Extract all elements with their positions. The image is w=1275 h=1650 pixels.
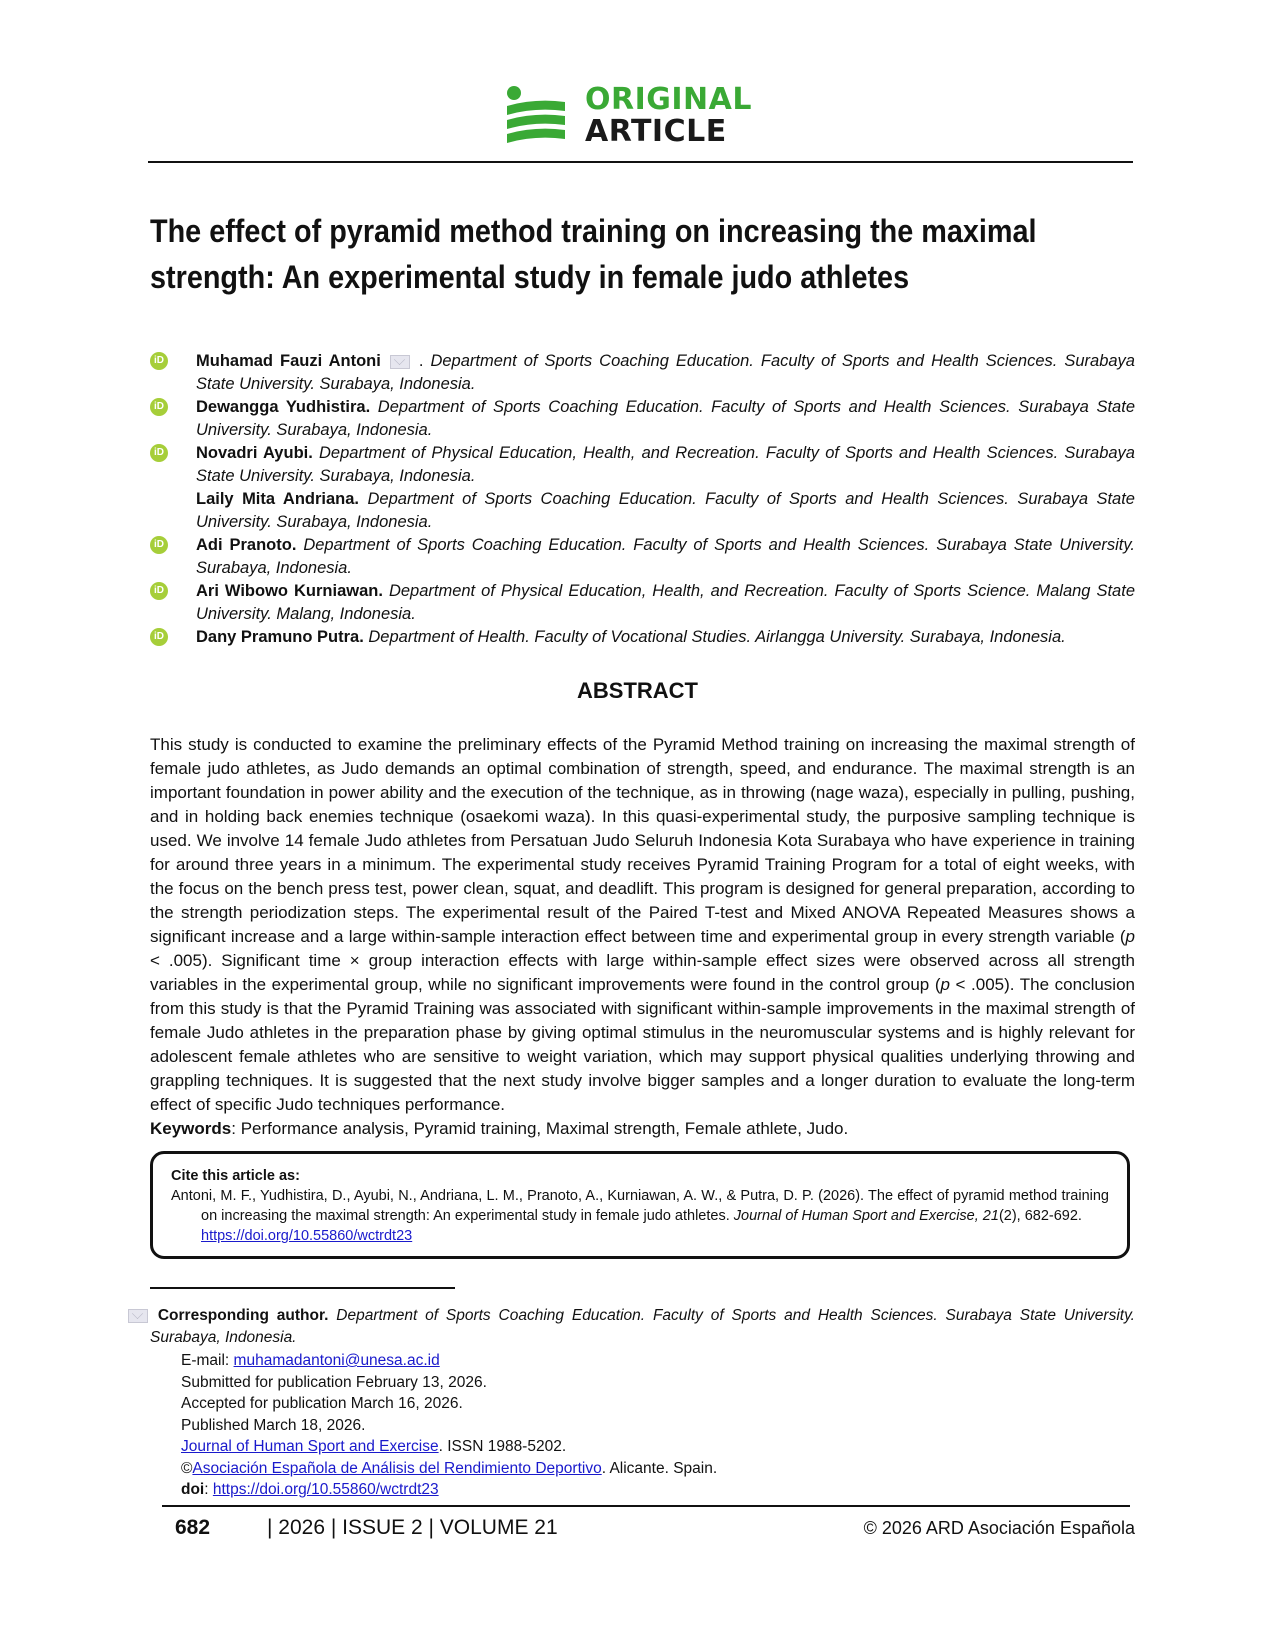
p-symbol: p xyxy=(1125,927,1135,946)
p-symbol: p xyxy=(940,975,950,994)
author-affiliation: Department of Physical Education, Health, and Recreation. Faculty of Sports and Health Sciences. Surabaya State University. Surabaya, Indonesia. xyxy=(196,444,1135,485)
envelope-icon xyxy=(128,1309,148,1323)
email-link[interactable]: muhamadantoni@unesa.ac.id xyxy=(233,1352,440,1369)
keywords-list: : Performance analysis, Pyramid training, Maximal strength, Female athlete, Judo. xyxy=(231,1119,849,1138)
orcid-icon[interactable]: iD xyxy=(150,398,168,416)
author-affiliation: Department of Sports Coaching Education. Faculty of Sports and Health Sciences. Surabaya State University. Surabaya, Indonesia. xyxy=(196,398,1135,439)
citation-reference: Antoni, M. F., Yudhistira, D., Ayubi, N., Andriana, L. M., Pranoto, A., Kurniawan, A. W., & Putra, D. P. (2026). The effect of pyramid method training on increasing the maximal strength: An experimental study in female judo athletes. xyxy=(171,1188,1109,1224)
accepted-date: Accepted for publication March 16, 2026. xyxy=(181,1395,463,1412)
corresponding-author xyxy=(150,1305,1135,1349)
citation-doi-link[interactable]: https://doi.org/10.55860/wctrdt23 xyxy=(201,1228,413,1244)
author-entry: iD Muhamad Fauzi Antoni . Department of Sports Coaching Education. Faculty of Sports and Health Sciences. Surabaya State University. Surabaya, Indonesia. xyxy=(150,350,1135,396)
citation-box xyxy=(150,1151,1130,1259)
publication-meta xyxy=(181,1350,1131,1501)
doi-line xyxy=(181,1479,1131,1501)
issue-info: | 2026 | ISSUE 2 | VOLUME 21 xyxy=(267,1516,558,1539)
doi-label: doi xyxy=(181,1481,205,1498)
orcid-icon[interactable]: iD xyxy=(150,352,168,370)
author-affiliation: Department of Sports Coaching Education. Faculty of Sports and Health Sciences. Surabaya State University. Surabaya, Indonesia. xyxy=(196,536,1135,577)
logo-line1: ORIGINAL xyxy=(585,82,752,117)
abstract-text: < .005). Significant time × group interaction effects with large within-sample effect sizes were observed across all strength variables in the experimental group, while no significant improvements were found in the control group ( xyxy=(150,951,1135,994)
page-footer xyxy=(175,1516,1135,1546)
article-title: The effect of pyramid method training on increasing the maximal strength: An experimental study in female judo athletes xyxy=(150,213,1037,295)
author-name: Novadri Ayubi. xyxy=(196,444,313,462)
envelope-icon[interactable] xyxy=(390,355,410,369)
journal-link[interactable]: Journal of Human Sport and Exercise xyxy=(181,1438,439,1455)
author-name: Dewangga Yudhistira. xyxy=(196,398,371,416)
author-name: Laily Mita Andriana. xyxy=(196,490,360,508)
author-name: Muhamad Fauzi Antoni xyxy=(196,352,381,370)
keywords xyxy=(150,1117,1135,1141)
orcid-icon[interactable]: iD xyxy=(150,444,168,462)
submitted-date: Submitted for publication February 13, 2026. xyxy=(181,1373,487,1391)
author-entry xyxy=(150,626,1135,649)
orcid-icon[interactable]: iD xyxy=(150,536,168,554)
author-affiliation: Department of Physical Education, Health, and Recreation. Faculty of Sports Science. Malang State University. Malang, Indonesia. xyxy=(196,582,1135,623)
author-name: Adi Pranoto. xyxy=(196,536,297,554)
abstract-text: < .005). The conclusion from this study is that the Pyramid Training was associated with significant within-sample improvements in the maximal strength of female Judo athletes in the preparation phase by giving optimal stimulus in the neuromuscular systems and is highly relevant for adolescent female athletes who are sensitive to weight variation, which may support physical qualities underlying throwing and grappling techniques. It is suggested that the next study involve bigger samples and a longer duration to evaluate the long-term effect of specific Judo techniques performance. xyxy=(150,975,1135,1114)
logo-stripes-icon xyxy=(505,84,567,150)
original-article-logo xyxy=(505,84,785,150)
doi-link[interactable]: https://doi.org/10.55860/wctrdt23 xyxy=(212,1481,439,1498)
author-affiliation: Department of Sports Coaching Education. Faculty of Sports and Health Sciences. Surabaya State University. Surabaya, Indonesia. xyxy=(196,490,1135,531)
author-entry xyxy=(150,396,1135,442)
email-label: E-mail: xyxy=(181,1352,234,1369)
author-name: Ari Wibowo Kurniawan. xyxy=(196,582,383,600)
orcid-icon[interactable]: iD xyxy=(150,582,168,600)
journal-line xyxy=(181,1436,1131,1458)
citation-text xyxy=(171,1186,1109,1246)
citation-heading: Cite this article as: xyxy=(171,1168,300,1184)
footer-divider xyxy=(162,1505,1130,1507)
email-line xyxy=(181,1350,1131,1372)
page-number: 682 xyxy=(175,1516,211,1539)
footer-copyright: © 2026 ARD Asociación Española xyxy=(863,1518,1135,1538)
corresponding-affiliation: Department of Sports Coaching Education. Faculty of Sports and Health Sciences. Surabaya State University. Surabaya, Indonesia. xyxy=(150,1307,1135,1346)
author-affiliation: Department of Sports Coaching Education. Faculty of Sports and Health Sciences. Surabaya State University. Surabaya, Indonesia. xyxy=(196,352,1135,393)
logo-line2: ARTICLE xyxy=(585,114,727,149)
author-entry xyxy=(150,534,1135,580)
author-affiliation: Department of Health. Faculty of Vocational Studies. Airlangga University. Surabaya, Indonesia. xyxy=(368,628,1066,646)
copyright-symbol: © xyxy=(181,1459,193,1477)
location: . Alicante. Spain. xyxy=(601,1459,718,1477)
orcid-icon[interactable]: iD xyxy=(150,628,168,646)
author-list xyxy=(150,350,1135,649)
keywords-label: Keywords xyxy=(150,1119,232,1138)
author-entry xyxy=(150,442,1135,488)
abstract-text: This study is conducted to examine the preliminary effects of the Pyramid Method training on increasing the maximal strength of female judo athletes, as Judo demands an optimal combination of strength, speed, and endurance. The maximal strength is an important foundation in power ability and the execution of the technique, as in throwing (nage waza), especially in pulling, pushing, and in holding back enemies technique (osaekomi waza). In this quasi-experimental study, the purposive sampling technique is used. We involve 14 female Judo athletes from Persatuan Judo Seluruh Indonesia Kota Surabaya who have experience in training for around three years in a minimum. The experimental study receives Pyramid Training Program for a total of eight weeks, with the focus on the bench press test, power clean, squat, and deadlift. This program is designed for general preparation, according to the strength periodization steps. The experimental result of the Paired T-test and Mixed ANOVA Repeated Measures shows a significant increase and a large within-sample interaction effect between time and experimental group in every strength variable ( xyxy=(150,735,1135,946)
author-name: Dany Pramuno Putra. xyxy=(196,628,364,646)
published-date: Published March 18, 2026. xyxy=(181,1416,366,1434)
doi-sep: : xyxy=(204,1481,213,1498)
abstract-heading: ABSTRACT xyxy=(577,678,698,703)
citation-issue-pages: (2), 682-692. xyxy=(998,1208,1082,1224)
copyright-line xyxy=(181,1458,1131,1480)
corresponding-label: Corresponding author. xyxy=(157,1307,329,1324)
footnote-divider xyxy=(150,1287,455,1289)
author-entry xyxy=(150,580,1135,626)
header-divider xyxy=(148,161,1133,163)
citation-journal: Journal of Human Sport and Exercise, 21 xyxy=(733,1208,999,1224)
abstract-body xyxy=(150,733,1135,1141)
issn: . ISSN 1988-5202. xyxy=(438,1438,567,1455)
author-entry xyxy=(150,488,1135,534)
association-link[interactable]: Asociación Española de Análisis del Rendimiento Deportivo xyxy=(192,1459,602,1477)
